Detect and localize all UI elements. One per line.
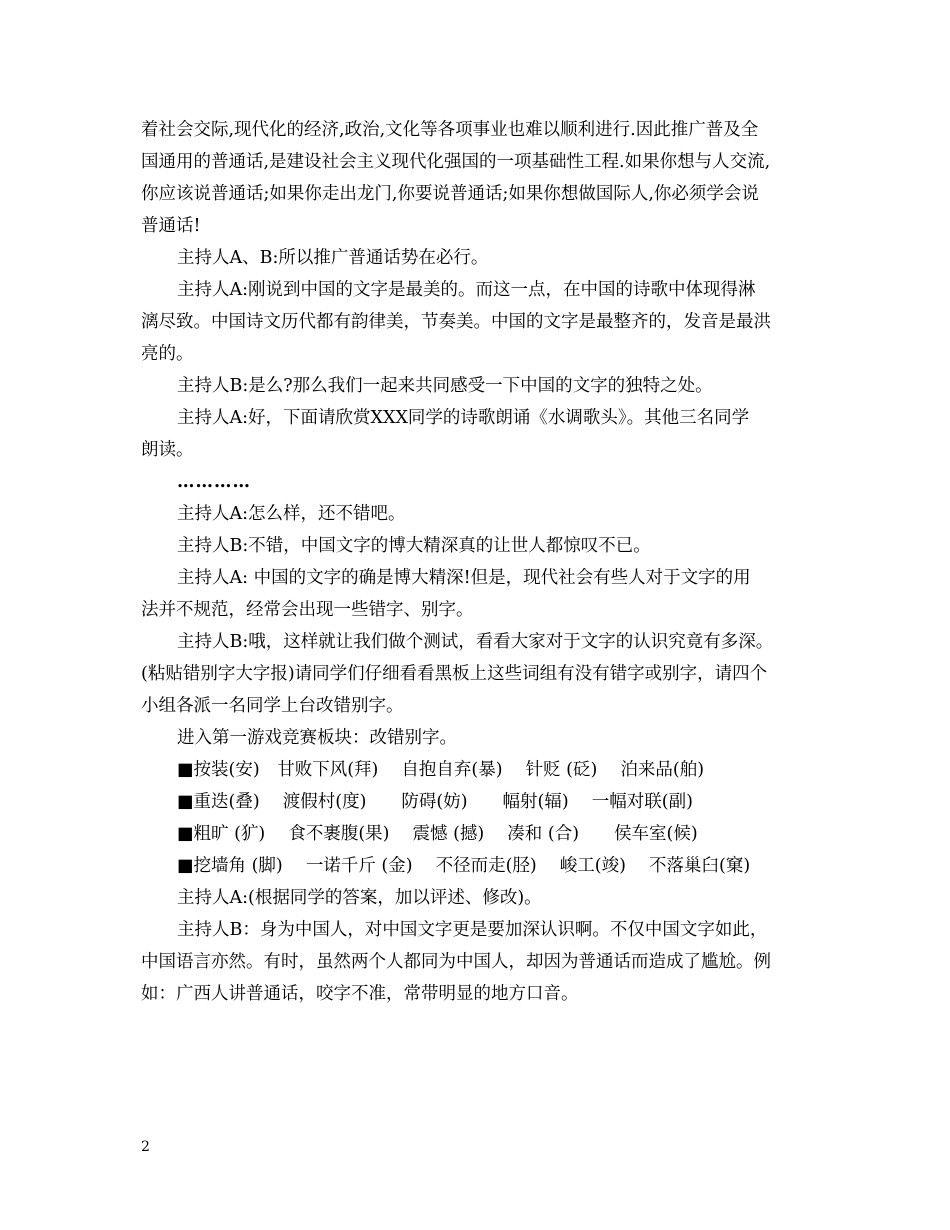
text-line: 如：广西人讲普通话，咬字不准，常带明显的地方口音。 [141,984,579,1004]
text-line: 主持人A:(根据同学的答案，加以评述、修改)。 [177,888,542,908]
text-line: 主持人B：身为中国人，对中国文字更是要加深认识啊。不仅中国文字如此， [177,920,768,940]
text-line: 法并不规范，经常会出现一些错字、别字。 [141,600,474,620]
text-line: 主持人A、B:所以推广普通话势在必行。 [177,248,489,268]
text-line: 国通用的普通话,是建设社会主义现代化强国的一项基础性工程.如果你想与人交流, [141,152,771,172]
text-line: 主持人A:好，下面请欣赏XXX同学的诗歌朗诵《水调歌头》。其他三名同学 [177,408,750,428]
text-line: 小组各派一名同学上台改错别字。 [141,696,404,716]
text-line: ■挖墙角 (脚) 一诺千斤 (金) 不径而走(胫) 峻工(竣) 不落巢臼(窠) [177,856,751,876]
text-line: 主持人A:怎么样，还不错吧。 [177,504,406,524]
text-line: ■重迭(叠) 渡假村(度) 防碍(妨) 幅射(辐) 一幅对联(副) [177,792,693,812]
text-line: 中国语言亦然。有时，虽然两个人都同为中国人，却因为普通话而造成了尴尬。例 [141,952,771,972]
text-line: 你应该说普通话;如果你走出龙门,你要说普通话;如果你想做国际人,你必须学会说 [141,184,759,204]
text-line: 进入第一游戏竞赛板块：改错别字。 [177,728,457,748]
text-line: 着社会交际,现代化的经济,政治,文化等各项事业也难以顺利进行.因此推广普及全 [141,120,759,140]
text-line: 主持人A: 中国的文字的确是博大精深!但是，现代社会有些人对于文字的用 [177,568,751,588]
text-line: 漓尽致。中国诗文历代都有韵律美，节奏美。中国的文字是最整齐的，发音是最洪 [141,312,771,332]
text-line: 主持人B:不错，中国文字的博大精深真的让世人都惊叹不已。 [177,536,651,556]
text-line: ■粗旷 (犷) 食不裹腹(果) 震憾 (撼) 凑和 (合) 侯车室(候) [177,824,698,844]
body-text [141,114,831,1010]
text-line: 主持人B:哦，这样就让我们做个测试，看看大家对于文字的认识究竟有多深。 [177,632,774,652]
text-line: 普通话! [141,216,201,236]
text-line: ………… [177,472,251,492]
text-line: 朗读。 [141,440,194,460]
page-number: 2 [141,1139,150,1155]
text-line: 主持人A:刚说到中国的文字是最美的。而这一点，在中国的诗歌中体现得淋 [177,280,756,300]
text-line: ■按装(安) 甘败下风(拜) 自抱自弃(暴) 针贬 (砭) 泊来品(舶) [177,760,705,780]
text-line: 亮的。 [141,344,194,364]
text-line: (粘贴错别字大字报)请同学们仔细看看黑板上这些词组有没有错字或别字，请四个 [141,664,768,684]
text-line: 主持人B:是么?那么我们一起来共同感受一下中国的文字的独特之处。 [177,376,713,396]
